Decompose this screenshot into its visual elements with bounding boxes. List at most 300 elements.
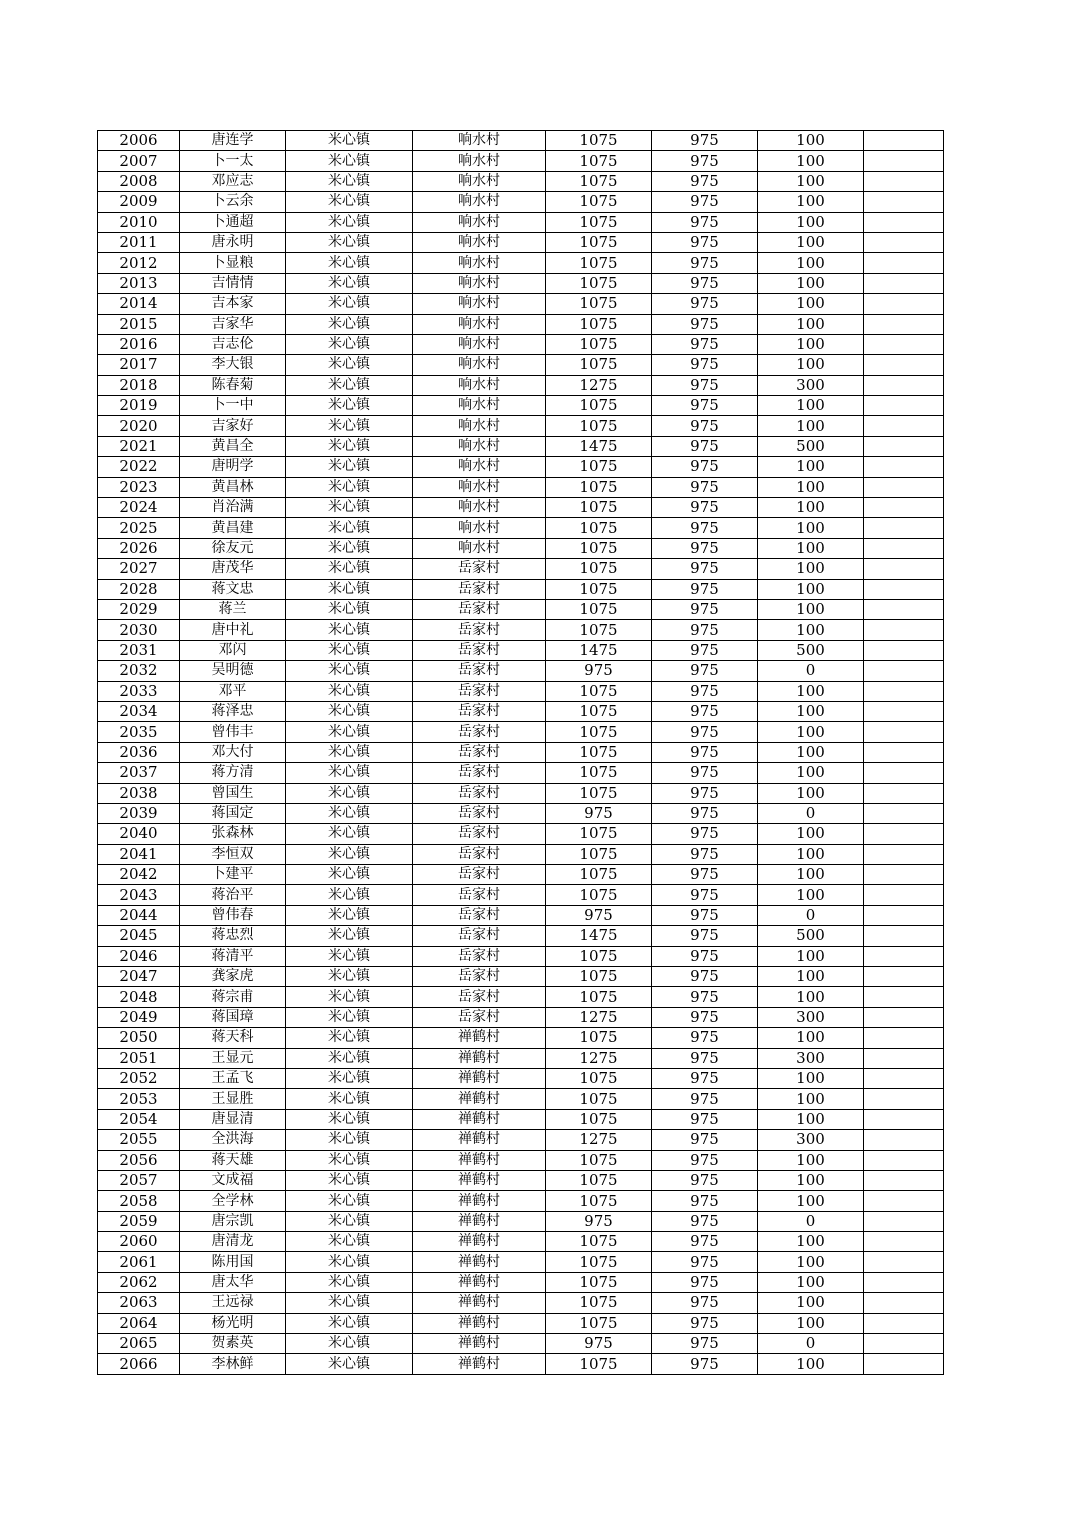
difference-cell: 100: [758, 1068, 864, 1088]
amount-a-cell: 1075: [546, 742, 652, 762]
amount-a-cell: 1075: [546, 865, 652, 885]
difference-cell: 100: [758, 967, 864, 987]
row-number-cell: 2023: [98, 477, 180, 497]
amount-b-cell: 975: [652, 334, 758, 354]
table-row: [98, 171, 944, 191]
amount-b-cell: 975: [652, 905, 758, 925]
village-cell: 响水村: [413, 192, 546, 212]
village-cell: 响水村: [413, 355, 546, 375]
amount-a-cell: 1075: [546, 477, 652, 497]
name-cell: 吉家好: [180, 416, 286, 436]
row-number-cell: 2022: [98, 457, 180, 477]
table-row: [98, 416, 944, 436]
amount-a-cell: 975: [546, 905, 652, 925]
note-cell: [864, 640, 944, 660]
town-cell: 米心镇: [286, 477, 413, 497]
name-cell: 蒋宗甫: [180, 987, 286, 1007]
row-number-cell: 2021: [98, 436, 180, 456]
village-cell: 禅鹤村: [413, 1272, 546, 1292]
village-cell: 响水村: [413, 212, 546, 232]
table-row: [98, 763, 944, 783]
town-cell: 米心镇: [286, 824, 413, 844]
village-cell: 岳家村: [413, 559, 546, 579]
town-cell: 米心镇: [286, 640, 413, 660]
town-cell: 米心镇: [286, 701, 413, 721]
note-cell: [864, 1211, 944, 1231]
town-cell: 米心镇: [286, 192, 413, 212]
difference-cell: 100: [758, 1170, 864, 1190]
row-number-cell: 2012: [98, 253, 180, 273]
difference-cell: 100: [758, 701, 864, 721]
village-cell: 禅鹤村: [413, 1293, 546, 1313]
difference-cell: 100: [758, 1089, 864, 1109]
amount-a-cell: 1275: [546, 1130, 652, 1150]
name-cell: 吉本家: [180, 294, 286, 314]
amount-b-cell: 975: [652, 1293, 758, 1313]
note-cell: [864, 559, 944, 579]
amount-b-cell: 975: [652, 1150, 758, 1170]
amount-b-cell: 975: [652, 1028, 758, 1048]
amount-b-cell: 975: [652, 1191, 758, 1211]
amount-b-cell: 975: [652, 1313, 758, 1333]
note-cell: [864, 253, 944, 273]
difference-cell: 100: [758, 987, 864, 1007]
name-cell: 蒋泽忠: [180, 701, 286, 721]
table-row: [98, 1272, 944, 1292]
village-cell: 响水村: [413, 232, 546, 252]
note-cell: [864, 171, 944, 191]
name-cell: 蒋忠烈: [180, 926, 286, 946]
difference-cell: 100: [758, 1252, 864, 1272]
note-cell: [864, 1109, 944, 1129]
table-row: [98, 232, 944, 252]
amount-b-cell: 975: [652, 1272, 758, 1292]
table-row: [98, 498, 944, 518]
amount-a-cell: 1075: [546, 355, 652, 375]
town-cell: 米心镇: [286, 151, 413, 171]
difference-cell: 100: [758, 232, 864, 252]
town-cell: 米心镇: [286, 232, 413, 252]
table-row: [98, 1068, 944, 1088]
amount-a-cell: 1275: [546, 1007, 652, 1027]
note-cell: [864, 579, 944, 599]
name-cell: 唐永明: [180, 232, 286, 252]
village-cell: 岳家村: [413, 803, 546, 823]
row-number-cell: 2024: [98, 498, 180, 518]
name-cell: 邓应志: [180, 171, 286, 191]
note-cell: [864, 1170, 944, 1190]
table-row: [98, 865, 944, 885]
amount-a-cell: 1075: [546, 844, 652, 864]
amount-b-cell: 975: [652, 232, 758, 252]
village-cell: 禅鹤村: [413, 1130, 546, 1150]
amount-b-cell: 975: [652, 538, 758, 558]
amount-a-cell: 1075: [546, 253, 652, 273]
amount-b-cell: 975: [652, 192, 758, 212]
row-number-cell: 2009: [98, 192, 180, 212]
table-row: [98, 844, 944, 864]
table-row: [98, 722, 944, 742]
difference-cell: 100: [758, 477, 864, 497]
row-number-cell: 2051: [98, 1048, 180, 1068]
name-cell: 王显元: [180, 1048, 286, 1068]
amount-b-cell: 975: [652, 579, 758, 599]
village-cell: 响水村: [413, 518, 546, 538]
row-number-cell: 2050: [98, 1028, 180, 1048]
note-cell: [864, 865, 944, 885]
amount-b-cell: 975: [652, 1068, 758, 1088]
name-cell: 唐中礼: [180, 620, 286, 640]
village-cell: 响水村: [413, 538, 546, 558]
note-cell: [864, 661, 944, 681]
town-cell: 米心镇: [286, 722, 413, 742]
name-cell: 全洪海: [180, 1130, 286, 1150]
table-row: [98, 926, 944, 946]
row-number-cell: 2016: [98, 334, 180, 354]
amount-a-cell: 1475: [546, 640, 652, 660]
note-cell: [864, 722, 944, 742]
village-cell: 禅鹤村: [413, 1109, 546, 1129]
town-cell: 米心镇: [286, 212, 413, 232]
name-cell: 张森林: [180, 824, 286, 844]
town-cell: 米心镇: [286, 783, 413, 803]
row-number-cell: 2043: [98, 885, 180, 905]
name-cell: 龚家虎: [180, 967, 286, 987]
row-number-cell: 2027: [98, 559, 180, 579]
amount-b-cell: 975: [652, 498, 758, 518]
village-cell: 岳家村: [413, 885, 546, 905]
table-row: [98, 987, 944, 1007]
note-cell: [864, 1130, 944, 1150]
name-cell: 黄昌建: [180, 518, 286, 538]
note-cell: [864, 1007, 944, 1027]
note-cell: [864, 192, 944, 212]
amount-b-cell: 975: [652, 844, 758, 864]
amount-a-cell: 1075: [546, 1272, 652, 1292]
town-cell: 米心镇: [286, 946, 413, 966]
difference-cell: 300: [758, 1048, 864, 1068]
row-number-cell: 2010: [98, 212, 180, 232]
amount-a-cell: 1075: [546, 1354, 652, 1374]
note-cell: [864, 212, 944, 232]
town-cell: 米心镇: [286, 1068, 413, 1088]
note-cell: [864, 824, 944, 844]
town-cell: 米心镇: [286, 498, 413, 518]
amount-a-cell: 1075: [546, 763, 652, 783]
table-row: [98, 355, 944, 375]
difference-cell: 100: [758, 1109, 864, 1129]
name-cell: 蒋方清: [180, 763, 286, 783]
town-cell: 米心镇: [286, 885, 413, 905]
town-cell: 米心镇: [286, 1191, 413, 1211]
village-cell: 岳家村: [413, 599, 546, 619]
town-cell: 米心镇: [286, 1232, 413, 1252]
amount-a-cell: 1075: [546, 1313, 652, 1333]
amount-a-cell: 975: [546, 1211, 652, 1231]
row-number-cell: 2019: [98, 396, 180, 416]
name-cell: 蒋天科: [180, 1028, 286, 1048]
table-row: [98, 212, 944, 232]
town-cell: 米心镇: [286, 579, 413, 599]
table-row: [98, 314, 944, 334]
amount-b-cell: 975: [652, 967, 758, 987]
row-number-cell: 2049: [98, 1007, 180, 1027]
village-cell: 禅鹤村: [413, 1252, 546, 1272]
difference-cell: 100: [758, 273, 864, 293]
difference-cell: 100: [758, 212, 864, 232]
amount-a-cell: 1275: [546, 375, 652, 395]
table-row: [98, 253, 944, 273]
difference-cell: 0: [758, 1334, 864, 1354]
amount-a-cell: 1075: [546, 783, 652, 803]
village-cell: 响水村: [413, 436, 546, 456]
amount-a-cell: 1075: [546, 171, 652, 191]
village-cell: 响水村: [413, 416, 546, 436]
town-cell: 米心镇: [286, 1313, 413, 1333]
difference-cell: 0: [758, 661, 864, 681]
amount-b-cell: 975: [652, 559, 758, 579]
row-number-cell: 2038: [98, 783, 180, 803]
difference-cell: 100: [758, 1272, 864, 1292]
data-table: [97, 130, 944, 1375]
name-cell: 曾伟春: [180, 905, 286, 925]
name-cell: 唐太华: [180, 1272, 286, 1292]
village-cell: 禅鹤村: [413, 1211, 546, 1231]
note-cell: [864, 681, 944, 701]
town-cell: 米心镇: [286, 131, 413, 151]
difference-cell: 100: [758, 314, 864, 334]
village-cell: 岳家村: [413, 742, 546, 762]
row-number-cell: 2045: [98, 926, 180, 946]
amount-b-cell: 975: [652, 865, 758, 885]
row-number-cell: 2054: [98, 1109, 180, 1129]
amount-a-cell: 1075: [546, 151, 652, 171]
name-cell: 吉家华: [180, 314, 286, 334]
note-cell: [864, 1191, 944, 1211]
difference-cell: 100: [758, 253, 864, 273]
name-cell: 李林鲜: [180, 1354, 286, 1374]
note-cell: [864, 375, 944, 395]
note-cell: [864, 885, 944, 905]
difference-cell: 0: [758, 905, 864, 925]
difference-cell: 100: [758, 722, 864, 742]
table-row: [98, 783, 944, 803]
name-cell: 王远禄: [180, 1293, 286, 1313]
note-cell: [864, 763, 944, 783]
row-number-cell: 2060: [98, 1232, 180, 1252]
table-row: [98, 1313, 944, 1333]
note-cell: [864, 1089, 944, 1109]
village-cell: 岳家村: [413, 967, 546, 987]
difference-cell: 100: [758, 844, 864, 864]
difference-cell: 300: [758, 1130, 864, 1150]
table-row: [98, 946, 944, 966]
town-cell: 米心镇: [286, 987, 413, 1007]
table-row: [98, 1109, 944, 1129]
name-cell: 吴明德: [180, 661, 286, 681]
village-cell: 禅鹤村: [413, 1354, 546, 1374]
amount-a-cell: 1075: [546, 131, 652, 151]
difference-cell: 500: [758, 436, 864, 456]
difference-cell: 100: [758, 457, 864, 477]
amount-b-cell: 975: [652, 824, 758, 844]
amount-a-cell: 1075: [546, 599, 652, 619]
note-cell: [864, 1272, 944, 1292]
amount-b-cell: 975: [652, 253, 758, 273]
village-cell: 禅鹤村: [413, 1232, 546, 1252]
note-cell: [864, 1293, 944, 1313]
table-row: [98, 294, 944, 314]
amount-a-cell: 1075: [546, 294, 652, 314]
row-number-cell: 2065: [98, 1334, 180, 1354]
amount-a-cell: 1075: [546, 1068, 652, 1088]
town-cell: 米心镇: [286, 273, 413, 293]
difference-cell: 100: [758, 885, 864, 905]
difference-cell: 100: [758, 579, 864, 599]
town-cell: 米心镇: [286, 599, 413, 619]
amount-a-cell: 1075: [546, 232, 652, 252]
name-cell: 邓大付: [180, 742, 286, 762]
amount-b-cell: 975: [652, 987, 758, 1007]
row-number-cell: 2044: [98, 905, 180, 925]
village-cell: 响水村: [413, 253, 546, 273]
difference-cell: 100: [758, 518, 864, 538]
amount-b-cell: 975: [652, 518, 758, 538]
town-cell: 米心镇: [286, 1211, 413, 1231]
village-cell: 岳家村: [413, 701, 546, 721]
amount-b-cell: 975: [652, 436, 758, 456]
town-cell: 米心镇: [286, 1150, 413, 1170]
village-cell: 岳家村: [413, 824, 546, 844]
table-row: [98, 885, 944, 905]
note-cell: [864, 232, 944, 252]
amount-a-cell: 1075: [546, 1252, 652, 1272]
difference-cell: 100: [758, 538, 864, 558]
note-cell: [864, 783, 944, 803]
row-number-cell: 2034: [98, 701, 180, 721]
name-cell: 邓闪: [180, 640, 286, 660]
row-number-cell: 2026: [98, 538, 180, 558]
amount-b-cell: 975: [652, 661, 758, 681]
village-cell: 禅鹤村: [413, 1191, 546, 1211]
town-cell: 米心镇: [286, 803, 413, 823]
amount-a-cell: 975: [546, 803, 652, 823]
table-row: [98, 640, 944, 660]
difference-cell: 100: [758, 1028, 864, 1048]
difference-cell: 100: [758, 131, 864, 151]
row-number-cell: 2052: [98, 1068, 180, 1088]
difference-cell: 100: [758, 742, 864, 762]
village-cell: 岳家村: [413, 905, 546, 925]
amount-a-cell: 1075: [546, 457, 652, 477]
difference-cell: 100: [758, 334, 864, 354]
amount-a-cell: 1075: [546, 1028, 652, 1048]
amount-a-cell: 1275: [546, 1048, 652, 1068]
town-cell: 米心镇: [286, 1028, 413, 1048]
table-row: [98, 824, 944, 844]
amount-b-cell: 975: [652, 396, 758, 416]
row-number-cell: 2028: [98, 579, 180, 599]
village-cell: 响水村: [413, 294, 546, 314]
name-cell: 蒋兰: [180, 599, 286, 619]
row-number-cell: 2020: [98, 416, 180, 436]
table-row: [98, 518, 944, 538]
amount-a-cell: 1075: [546, 518, 652, 538]
name-cell: 黄昌林: [180, 477, 286, 497]
difference-cell: 100: [758, 498, 864, 518]
town-cell: 米心镇: [286, 661, 413, 681]
table-row: [98, 151, 944, 171]
row-number-cell: 2061: [98, 1252, 180, 1272]
row-number-cell: 2053: [98, 1089, 180, 1109]
town-cell: 米心镇: [286, 1109, 413, 1129]
table-row: [98, 599, 944, 619]
village-cell: 岳家村: [413, 620, 546, 640]
village-cell: 岳家村: [413, 865, 546, 885]
village-cell: 岳家村: [413, 763, 546, 783]
amount-a-cell: 1475: [546, 926, 652, 946]
note-cell: [864, 396, 944, 416]
note-cell: [864, 518, 944, 538]
amount-a-cell: 1075: [546, 967, 652, 987]
amount-b-cell: 975: [652, 926, 758, 946]
name-cell: 卜通超: [180, 212, 286, 232]
town-cell: 米心镇: [286, 1130, 413, 1150]
town-cell: 米心镇: [286, 967, 413, 987]
town-cell: 米心镇: [286, 1334, 413, 1354]
table-row: [98, 661, 944, 681]
village-cell: 响水村: [413, 334, 546, 354]
note-cell: [864, 1048, 944, 1068]
town-cell: 米心镇: [286, 457, 413, 477]
amount-b-cell: 975: [652, 1170, 758, 1190]
amount-b-cell: 975: [652, 273, 758, 293]
amount-b-cell: 975: [652, 1109, 758, 1129]
table-row: [98, 967, 944, 987]
note-cell: [864, 967, 944, 987]
name-cell: 贺素英: [180, 1334, 286, 1354]
note-cell: [864, 946, 944, 966]
row-number-cell: 2025: [98, 518, 180, 538]
note-cell: [864, 926, 944, 946]
table-row: [98, 905, 944, 925]
note-cell: [864, 538, 944, 558]
amount-b-cell: 975: [652, 1089, 758, 1109]
note-cell: [864, 599, 944, 619]
name-cell: 卜建平: [180, 865, 286, 885]
difference-cell: 100: [758, 294, 864, 314]
amount-b-cell: 975: [652, 722, 758, 742]
amount-a-cell: 1075: [546, 538, 652, 558]
difference-cell: 100: [758, 1191, 864, 1211]
village-cell: 响水村: [413, 477, 546, 497]
note-cell: [864, 844, 944, 864]
row-number-cell: 2008: [98, 171, 180, 191]
amount-b-cell: 975: [652, 599, 758, 619]
name-cell: 唐连学: [180, 131, 286, 151]
name-cell: 李大银: [180, 355, 286, 375]
amount-b-cell: 975: [652, 416, 758, 436]
village-cell: 响水村: [413, 131, 546, 151]
name-cell: 曾伟丰: [180, 722, 286, 742]
name-cell: 全学林: [180, 1191, 286, 1211]
name-cell: 王孟飞: [180, 1068, 286, 1088]
table-body: [98, 131, 944, 1375]
row-number-cell: 2036: [98, 742, 180, 762]
amount-b-cell: 975: [652, 151, 758, 171]
town-cell: 米心镇: [286, 865, 413, 885]
town-cell: 米心镇: [286, 436, 413, 456]
